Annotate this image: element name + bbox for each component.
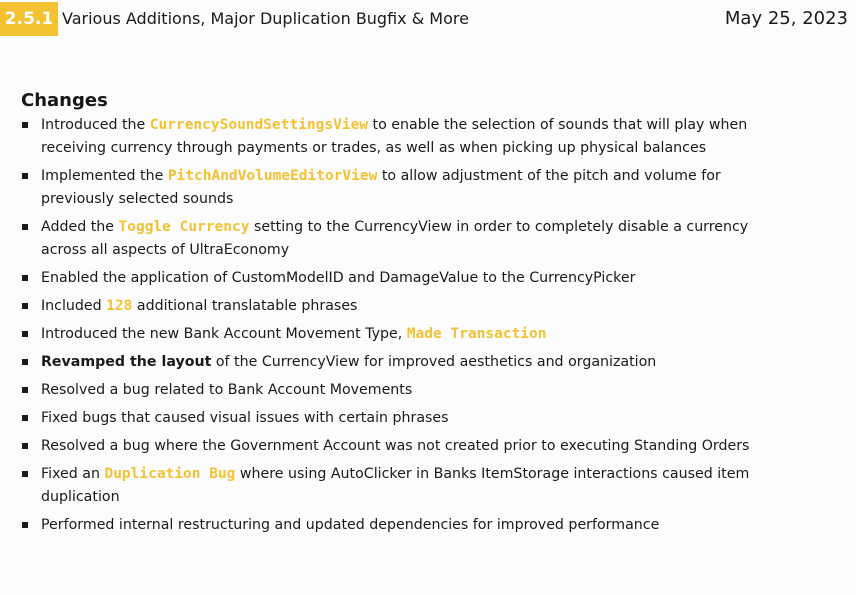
change-text: additional translatable phrases bbox=[132, 298, 358, 314]
bullet-icon bbox=[22, 359, 28, 365]
change-item bbox=[0, 114, 856, 160]
change-text: Fixed bugs that caused visual issues with certain phrases bbox=[41, 410, 449, 426]
bullet-icon bbox=[22, 443, 28, 449]
release-title: Various Additions, Major Duplication Bugfix & More bbox=[62, 9, 469, 28]
bullet-icon bbox=[22, 387, 28, 393]
code-highlight: Made Transaction bbox=[406, 326, 547, 342]
bullet-icon bbox=[22, 122, 28, 128]
bullet-icon bbox=[22, 303, 28, 309]
bullet-icon bbox=[22, 522, 28, 528]
change-item bbox=[0, 435, 856, 458]
bullet-icon bbox=[22, 471, 28, 477]
change-text: Fixed an bbox=[41, 466, 105, 482]
release-header bbox=[0, 0, 856, 40]
change-text: Enabled the application of CustomModelID and DamageValue to the CurrencyPicker bbox=[41, 270, 636, 286]
change-emphasis: Revamped the layout bbox=[41, 354, 212, 370]
change-text: Implemented the bbox=[41, 168, 168, 184]
bullet-icon bbox=[22, 415, 28, 421]
change-text: setting to the CurrencyView in order to completely disable a currency across all aspects of UltraEconomy bbox=[41, 219, 749, 258]
change-item bbox=[0, 407, 856, 430]
bullet-icon bbox=[22, 331, 28, 337]
change-text: Introduced the bbox=[41, 117, 150, 133]
bullet-icon bbox=[22, 275, 28, 281]
change-item bbox=[0, 216, 856, 262]
change-text: to allow adjustment of the pitch and volume for previously selected sounds bbox=[41, 168, 721, 207]
version-badge: 2.5.1 bbox=[0, 2, 58, 36]
change-text: Added the bbox=[41, 219, 119, 235]
change-item bbox=[0, 295, 856, 318]
changes-heading: Changes bbox=[21, 90, 108, 111]
code-highlight: Toggle Currency bbox=[118, 219, 250, 235]
change-item bbox=[0, 165, 856, 211]
change-item bbox=[0, 514, 856, 537]
code-highlight: Duplication Bug bbox=[104, 466, 236, 482]
change-item bbox=[0, 379, 856, 402]
release-date: May 25, 2023 bbox=[724, 8, 848, 29]
bullet-icon bbox=[22, 173, 28, 179]
change-item bbox=[0, 267, 856, 290]
change-text: Resolved a bug where the Government Account was not created prior to executing Standing Orders bbox=[41, 438, 750, 454]
bullet-icon bbox=[22, 224, 28, 230]
change-item bbox=[0, 463, 856, 509]
change-text: of the CurrencyView for improved aesthetics and organization bbox=[211, 354, 657, 370]
change-list bbox=[0, 114, 856, 542]
change-text: where using AutoClicker in Banks ItemStorage interactions caused item duplication bbox=[41, 466, 750, 505]
change-item bbox=[0, 323, 856, 346]
change-text: Performed internal restructuring and updated dependencies for improved performance bbox=[41, 517, 660, 533]
change-item bbox=[0, 351, 856, 374]
code-highlight: CurrencySoundSettingsView bbox=[149, 117, 369, 133]
code-highlight: PitchAndVolumeEditorView bbox=[167, 168, 378, 184]
code-highlight: 128 bbox=[106, 298, 133, 314]
change-text: Introduced the new Bank Account Movement Type, bbox=[41, 326, 407, 342]
change-text: Resolved a bug related to Bank Account Movements bbox=[41, 382, 413, 398]
change-text: to enable the selection of sounds that will play when receiving currency through payments or trades, as well as when picking up physical balances bbox=[41, 117, 748, 156]
change-text: Included bbox=[41, 298, 107, 314]
